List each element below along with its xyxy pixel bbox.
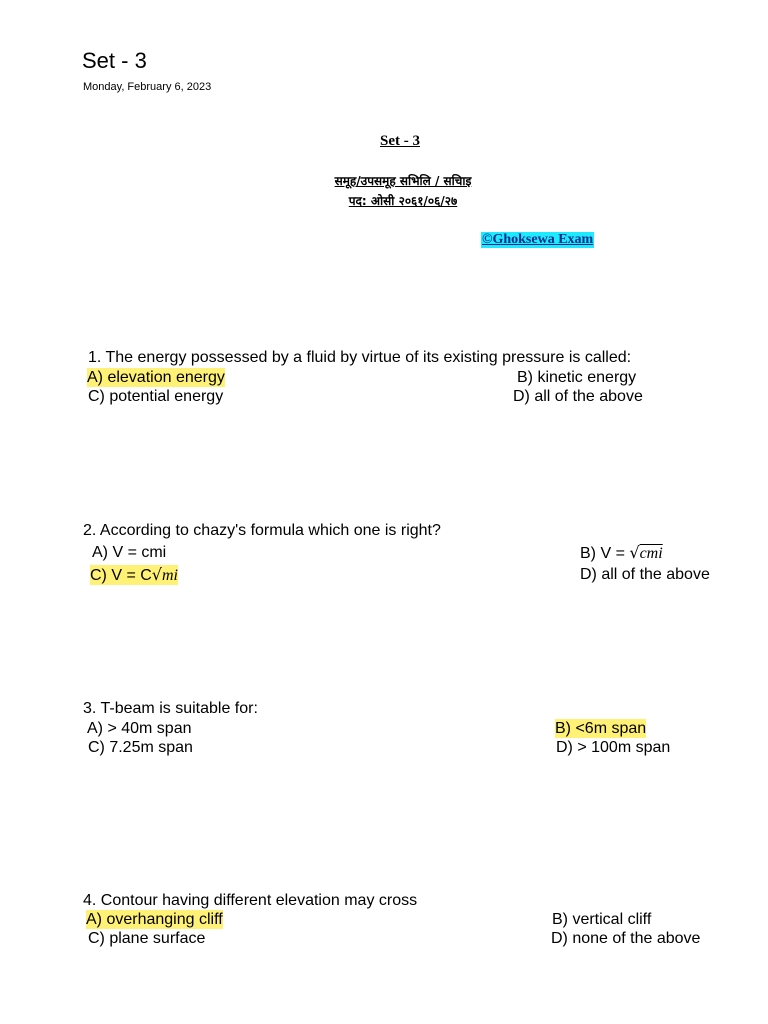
question-3-text: 3. T-beam is suitable for: xyxy=(83,700,258,717)
question-1-option-d: D) all of the above xyxy=(513,388,643,405)
sqrt-symbol: √ xyxy=(629,543,640,562)
question-2-option-b xyxy=(580,543,663,563)
page-date: Monday, February 6, 2023 xyxy=(83,81,212,93)
question-1-option-b: B) kinetic energy xyxy=(517,369,637,386)
document-group-line: समूह/उपसमूह सभिलि / सचिाइ xyxy=(334,174,472,188)
question-2-option-b-prefix: B) V = xyxy=(580,545,630,562)
document-set-title: Set - 3 xyxy=(380,133,420,149)
question-3-option-d: D) > 100m span xyxy=(556,739,671,756)
page-title: Set - 3 xyxy=(82,48,147,73)
question-3-option-c: C) 7.25m span xyxy=(88,739,193,756)
question-2-option-a: A) V = cmi xyxy=(92,544,167,561)
question-3-option-a: A) > 40m span xyxy=(87,720,192,737)
question-1-text: 1. The energy possessed by a fluid by virtue of its existing pressure is called: xyxy=(88,349,632,366)
document-post-line: पद: ओसी २०६१/०६/२७ xyxy=(348,194,458,208)
question-2-text: 2. According to chazy's formula which one is right? xyxy=(83,522,441,539)
question-4-option-b: B) vertical cliff xyxy=(552,911,652,928)
question-1-option-a: A) elevation energy xyxy=(87,369,225,386)
question-4-option-d: D) none of the above xyxy=(551,930,701,947)
question-4-option-c: C) plane surface xyxy=(88,930,206,947)
question-2-option-c-prefix: C) V = C xyxy=(90,567,152,584)
question-1-option-c: C) potential energy xyxy=(88,388,224,405)
question-4-text: 4. Contour having different elevation may cross xyxy=(83,892,418,909)
copyright-label: ©Ghoksewa Exam xyxy=(482,232,594,247)
question-2-option-c-math: mi xyxy=(162,567,178,584)
question-2-option-d: D) all of the above xyxy=(580,566,710,583)
question-2-option-b-math: cmi xyxy=(639,545,663,562)
sqrt-symbol: √ xyxy=(151,565,162,584)
question-2-option-c xyxy=(90,565,178,585)
question-4-option-a: A) overhanging cliff xyxy=(86,911,223,928)
question-3-option-b: B) <6m span xyxy=(555,720,647,737)
